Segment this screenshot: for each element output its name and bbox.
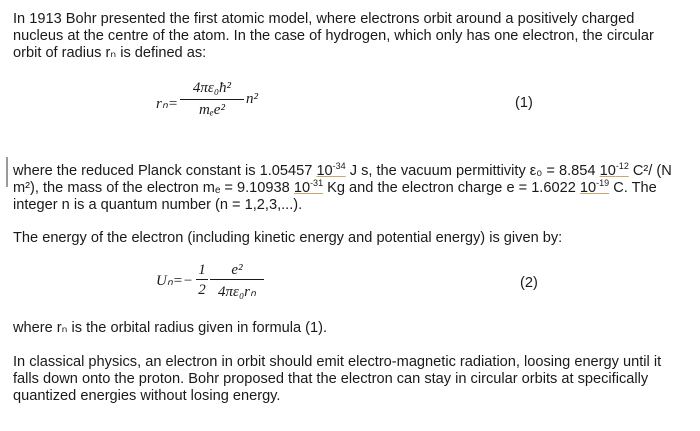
- me-exp-power: -31: [310, 178, 324, 189]
- eq2-denominator: 4πε₀rₙ: [218, 284, 256, 300]
- eq1-numerator: 4πε₀ħ²: [192, 80, 232, 96]
- e-exp-power: -19: [596, 178, 610, 189]
- hbar-exp-power: -34: [332, 161, 346, 172]
- hbar-exp-base: 10: [316, 163, 333, 179]
- eps-exp-base: 10: [599, 163, 616, 179]
- me-exp-base: 10: [293, 180, 311, 196]
- intro-paragraph: In 1913 Bohr presented the first atomic model, where electrons orbit around a positively charged nucleus at the centre of the atom. In the case of hydrogen, which only has one electron, the circular orbit of radius rₙ is defined as:: [13, 11, 654, 61]
- eq2-number: (2): [520, 275, 538, 291]
- margin-bar: [6, 157, 8, 187]
- eps-exponent: [600, 163, 629, 179]
- constants-text-1: where the reduced Planck constant is 1.05457: [13, 163, 313, 179]
- eq1-lhs: rₙ=: [156, 96, 178, 112]
- constants-paragraph: [13, 163, 693, 214]
- eq1-trailing: n²: [246, 91, 258, 107]
- constants-text-3: C²/ (N m²), the mass of the electron mₑ = 9.10938: [13, 163, 672, 196]
- eq2-fraction-bar: [210, 279, 264, 280]
- e-exp-base: 10: [579, 180, 597, 196]
- me-exponent: [294, 180, 323, 196]
- energy-intro-paragraph: The energy of the electron (including kinetic energy and potential energy) is given by:: [13, 230, 563, 246]
- classical-paragraph: In classical physics, an electron in orbit should emit electro-magnetic radiation, loosing energy until it falls down onto the proton. Bohr proposed that the electron can stay in circular orbits at specifically quantized energies without losing energy.: [13, 354, 662, 404]
- eq2-half-denominator: 2: [198, 282, 206, 298]
- eq2-half-numerator: 1: [198, 262, 206, 278]
- constants-text-5: C. The integer n is a quantum number (n = 1,2,3,...).: [13, 180, 657, 213]
- eq1-fraction-bar: [180, 99, 244, 100]
- e-exponent: [580, 180, 609, 196]
- constants-text-4: Kg and the electron charge e = 1.6022: [327, 180, 576, 196]
- eps-exp-power: -12: [615, 161, 629, 172]
- eq2-half-bar: [196, 279, 208, 280]
- eq1-denominator: mₑe²: [199, 102, 225, 118]
- eq1-number: (1): [515, 95, 533, 111]
- constants-text-2: J s, the vacuum permittivity ε₀ = 8.854: [349, 163, 596, 179]
- eq2-lhs: Uₙ=−: [156, 273, 194, 289]
- radius-reference-paragraph: where rₙ is the orbital radius given in formula (1).: [13, 320, 328, 336]
- hbar-exponent: [316, 163, 345, 179]
- eq2-numerator: e²: [231, 262, 243, 278]
